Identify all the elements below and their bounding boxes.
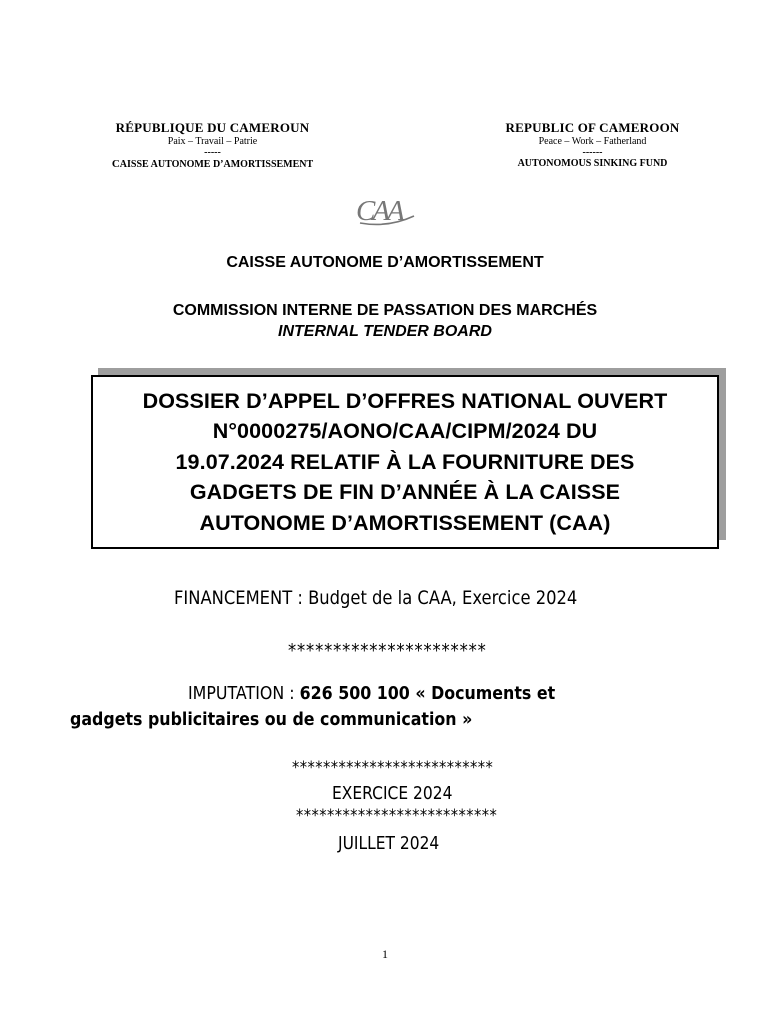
title-line: DOSSIER D’APPEL D’OFFRES NATIONAL OUVERT <box>142 388 668 413</box>
caa-logo <box>350 192 420 228</box>
divider-dashes-right: ------ <box>582 147 603 158</box>
commission-title: COMMISSION INTERNE DE PASSATION DES MARCHÉS <box>172 302 598 319</box>
separator-stars: ********************** <box>288 640 487 662</box>
motto-en: Peace – Work – Fatherland <box>538 136 647 147</box>
svg-text:CAA: CAA <box>356 195 402 227</box>
imputation-value: 626 500 100 « Documents et <box>299 683 556 704</box>
country-name-fr: RÉPUBLIQUE DU CAMEROUN <box>115 120 310 135</box>
org-name-fr <box>60 158 365 171</box>
title-line: GADGETS DE FIN D’ANNÉE À LA CAISSE <box>189 480 621 505</box>
organisation-title: CAISSE AUTONOME D’AMORTISSEMENT <box>226 254 544 271</box>
header-left <box>60 120 365 171</box>
commission-title-en: INTERNAL TENDER BOARD <box>278 323 492 340</box>
country-name-en: REPUBLIC OF CAMEROON <box>505 120 680 135</box>
org-name-en: AUTONOMOUS SINKING FUND <box>517 158 668 169</box>
page-number: 1 <box>382 947 388 961</box>
divider-dashes-left: ----- <box>204 147 221 158</box>
org-name-fr-rest: AISSE AUTONOME D’AMORTISSEMENT <box>119 159 314 170</box>
title-line: N°0000275/AONO/CAA/CIPM/2024 DU <box>212 419 598 444</box>
org-name-fr-initial: C <box>111 158 120 170</box>
motto-fr: Paix – Travail – Patrie <box>167 136 258 147</box>
financement-line: FINANCEMENT : Budget de la CAA, Exercice 2024 <box>174 587 578 609</box>
separator-stars: ************************** <box>296 806 498 826</box>
title-box <box>91 375 719 549</box>
date-line: JUILLET 2024 <box>338 833 440 854</box>
imputation-line <box>188 683 555 704</box>
title-line: 19.07.2024 RELATIF À LA FOURNITURE DES <box>175 449 635 474</box>
imputation-label: IMPUTATION : <box>188 683 300 704</box>
separator-stars: ************************** <box>292 758 494 778</box>
title-box-text <box>143 386 668 539</box>
title-line: AUTONOME D’AMORTISSEMENT (CAA) <box>199 510 611 535</box>
header-right <box>440 120 745 170</box>
exercice-line: EXERCICE 2024 <box>332 783 453 804</box>
imputation-value-continued: gadgets publicitaires ou de communication » <box>70 709 473 730</box>
